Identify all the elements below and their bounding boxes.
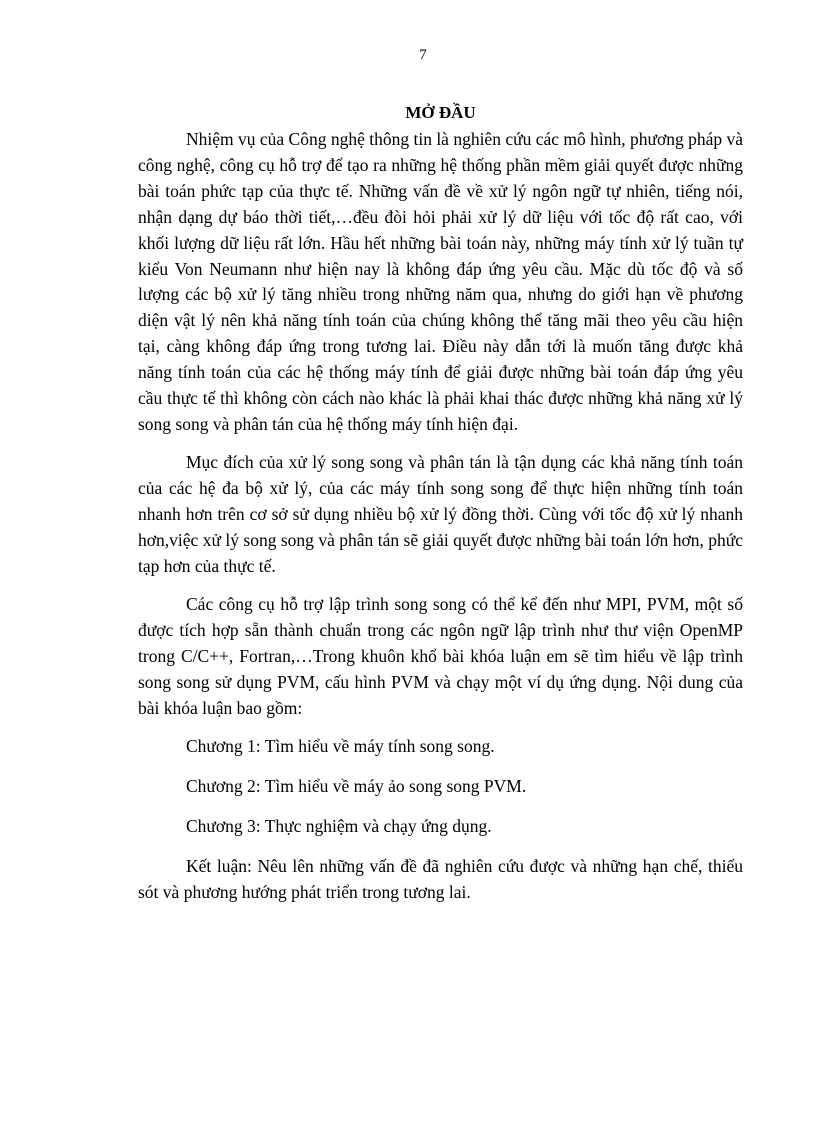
chapter-2-item: Chương 2: Tìm hiểu về máy ảo song song PVM. [186,776,527,797]
chapter-3-item: Chương 3: Thực nghiệm và chạy ứng dụng. [186,816,492,837]
intro-paragraph: Nhiệm vụ của Công nghệ thông tin là nghiên cứu các mô hình, phương pháp và công nghệ, công cụ hỗ trợ để tạo ra những hệ thống phần mềm giải quyết được những bài toán phức tạp của thực tế. Những vấn đề về xử lý ngôn ngữ tự nhiên, tiếng nói, nhận dạng dự báo thời tiết,…đều đòi hỏi phải xử lý dữ liệu với tốc độ rất cao, với khối lượng dữ liệu rất lớn. Hầu hết những bài toán này, những máy tính xử lý tuần tự kiểu Von Neumann như hiện nay là không đáp ứng yêu cầu. Mặc dù tốc độ và số lượng các bộ xử lý tăng nhiều trong những năm qua, nhưng do giới hạn về phương diện vật lý nên khả năng tính toán của chúng không thể tăng mãi theo yêu cầu hiện tại, càng không đáp ứng trong tương lai. Điều này dẫn tới là muốn tăng được khả năng tính toán của các hệ thống máy tính để giải được những bài toán đáp ứng yêu cầu thực tế thì không còn cách nào khác là phải khai thác được những khả năng xử lý song song và phân tán của hệ thống máy tính hiện đại. [138,129,744,434]
document-body [138,99,743,918]
purpose-paragraph: Mục đích của xử lý song song và phân tán là tận dụng các khả năng tính toán của các hệ đa bộ xử lý, của các máy tính song song để thực hiện những tính toán nhanh hơn trên cơ sở sử dụng nhiều bộ xử lý đồng thời. Cùng với tốc độ xử lý nhanh hơn,việc xử lý song song và phân tán sẽ giải quyết được những bài toán lớn hơn, phức tạp hơn của thực tế. [138,452,743,576]
tools-paragraph: Các công cụ hỗ trợ lập trình song song có thể kể đến như MPI, PVM, một số được tích hợp sẵn thành chuẩn trong các ngôn ngữ lập trình như thư viện OpenMP trong C/C++, Fortran,…Trong khuôn khổ bài khóa luận em sẽ tìm hiểu về lập trình song song sử dụng PVM, cấu hình PVM và chạy một ví dụ ứng dụng. Nội dung của bài khóa luận bao gồm: [138,594,743,719]
section-title: MỞ ĐẦU [405,103,476,122]
page-number: 7 [419,47,427,63]
chapter-1-item: Chương 1: Tìm hiểu về máy tính song song. [186,736,495,757]
conclusion-paragraph: Kết luận: Nêu lên những vấn đề đã nghiên cứu được và những hạn chế, thiếu sót và phương hướng phát triển trong tương lai. [138,856,743,903]
